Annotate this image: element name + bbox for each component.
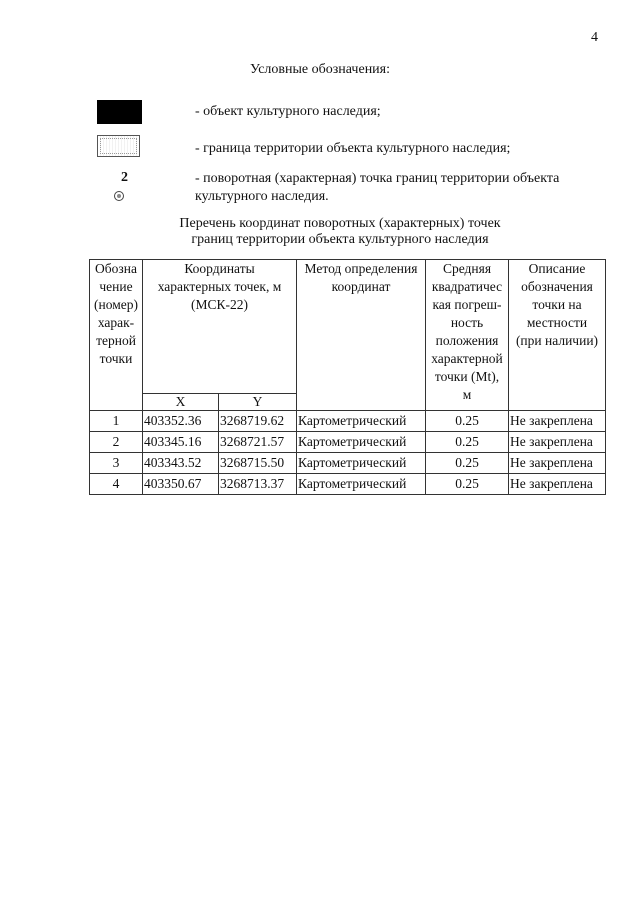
header-y: Y (219, 394, 297, 411)
cell-number: 2 (90, 432, 143, 453)
cell-description: Не закреплена (509, 474, 606, 495)
cell-method: Картометрический (297, 453, 426, 474)
cell-description: Не закреплена (509, 432, 606, 453)
legend-item-point-text: - поворотная (характерная) точка границ территории объекта культурного наследия. (195, 171, 560, 204)
cell-y: 3268719.62 (219, 411, 297, 432)
cell-x: 403345.16 (143, 432, 219, 453)
cell-number: 4 (90, 474, 143, 495)
cell-x: 403343.52 (143, 453, 219, 474)
table-row (90, 474, 606, 495)
header-coordinates: Координаты характерных точек, м (МСК-22) (143, 260, 297, 394)
page-number: 4 (591, 30, 598, 45)
cell-method: Картометрический (297, 411, 426, 432)
territory-border-symbol (97, 135, 140, 157)
header-method: Метод определения координат (297, 260, 426, 411)
header-x: X (143, 394, 219, 411)
cell-number: 1 (90, 411, 143, 432)
cell-number: 3 (90, 453, 143, 474)
cultural-heritage-object-symbol (97, 100, 142, 124)
header-designation: Обозна чение (номер) харак- терной точки (90, 260, 143, 411)
table-row (90, 453, 606, 474)
cell-error: 0.25 (426, 432, 509, 453)
cell-y: 3268713.37 (219, 474, 297, 495)
header-error: Средняя квадратичес кая погреш- ность положения характерной точки (Mt), м (426, 260, 509, 411)
coordinates-table (89, 259, 606, 495)
cell-method: Картометрический (297, 432, 426, 453)
table-row (90, 411, 606, 432)
coordinates-list-title (0, 216, 640, 248)
turning-point-circle-icon (114, 191, 124, 201)
cell-x: 403352.36 (143, 411, 219, 432)
cell-x: 403350.67 (143, 474, 219, 495)
cell-error: 0.25 (426, 411, 509, 432)
cell-y: 3268721.57 (219, 432, 297, 453)
coordinates-list-title-line1: Перечень координат поворотных (характерных) точек (179, 216, 501, 231)
cell-description: Не закреплена (509, 411, 606, 432)
table-row (90, 432, 606, 453)
cell-description: Не закреплена (509, 453, 606, 474)
turning-point-symbol-label: 2 (121, 170, 128, 185)
cell-y: 3268715.50 (219, 453, 297, 474)
legend-item-border-text: - граница территории объекта культурного наследия; (195, 141, 511, 156)
legend-item-object-text: - объект культурного наследия; (195, 104, 381, 119)
cell-error: 0.25 (426, 453, 509, 474)
coordinates-list-title-line2: границ территории объекта культурного наследия (191, 232, 489, 247)
table-header-row (90, 260, 606, 394)
cell-error: 0.25 (426, 474, 509, 495)
cell-method: Картометрический (297, 474, 426, 495)
header-description: Описание обозначения точки на местности (при наличии) (509, 260, 606, 411)
legend-title: Условные обозначения: (249, 62, 391, 77)
